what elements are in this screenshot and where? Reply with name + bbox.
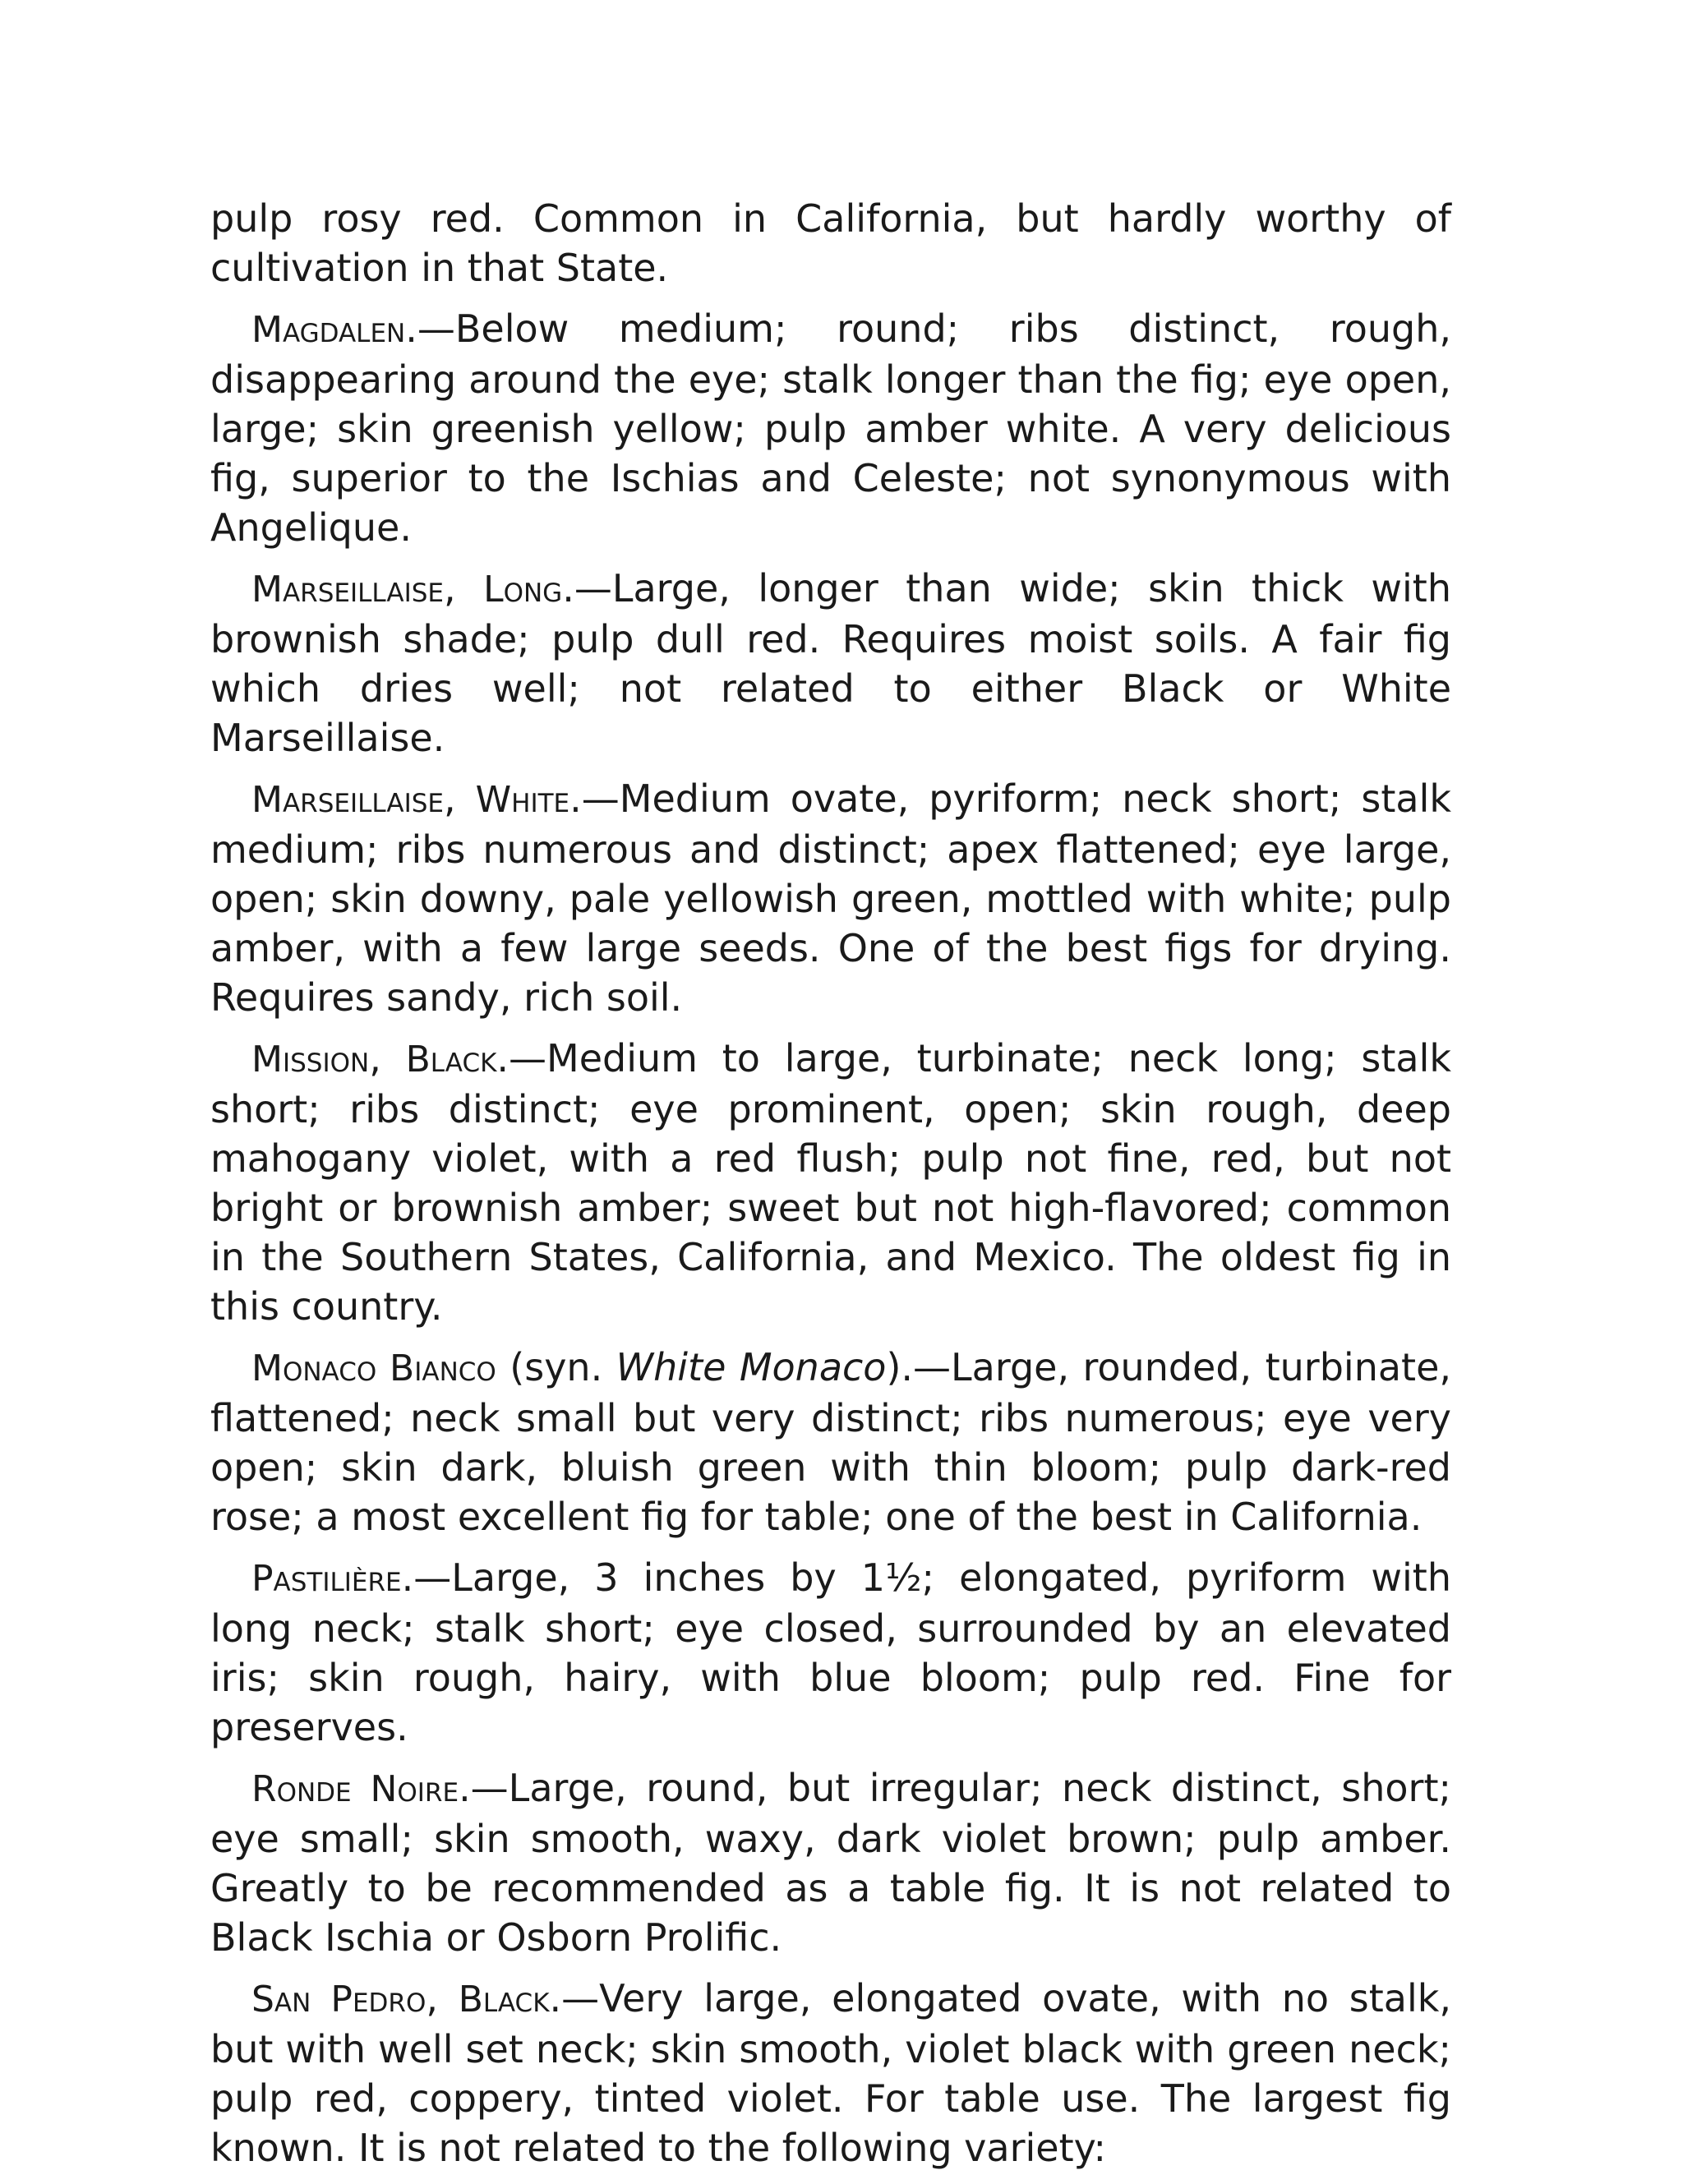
variety-name: Ronde Noire	[251, 1768, 459, 1810]
entry-marseillaise-long	[210, 564, 1451, 763]
document-page	[210, 194, 1451, 2184]
entry-text: ).—Large, rounded, turbinate, flattened; neck small but very distinct; ribs numerous; eye very open; skin dark, bluish green with thin bloom; pulp dark-red rose; a most excellent fig for table; one of the best in California.	[210, 1345, 1451, 1539]
entry-text: .—Medium ovate, pyriform; neck short; stalk medium; ribs numerous and distinct; apex flattened; eye large, open; skin downy, pale yellowish green, mottled with white; pulp amber, with a few large seeds. One of the best figs for drying. Requires sandy, rich soil.	[210, 776, 1451, 1020]
entry-text: .—Medium to large, turbinate; neck long; stalk short; ribs distinct; eye prominent, open; skin rough, deep mahogany violet, with a red flush; pulp not fine, red, but not bright or brownish amber; sweet but not high-flavored; common in the Southern States, California, and Mexico. The oldest fig in this country.	[210, 1036, 1451, 1329]
synonym-name: White Monaco	[616, 1345, 887, 1389]
entry-text: .—Large, 3 inches by 1½; elongated, pyriform with long neck; stalk short; eye closed, surrounded by an elevated iris; skin rough, hairy, with blue bloom; pulp red. Fine for preserves.	[210, 1555, 1451, 1749]
entry-text: .—Below medium; round; ribs distinct, rough, disappearing around the eye; stalk longer than the fig; eye open, large; skin greenish yellow; pulp amber white. A very delicious fig, superior to the Ischias and Celeste; not synonymous with Angelique.	[210, 306, 1451, 550]
variety-name: Marseillaise	[251, 569, 444, 611]
variety-name: Marseillaise	[251, 779, 444, 821]
entry-marseillaise-white	[210, 774, 1451, 1022]
name-separator: ,	[443, 776, 476, 821]
synonym-prefix: (syn.	[496, 1345, 616, 1389]
variety-name: Pastilière	[251, 1558, 402, 1600]
variety-qualifier: Black	[458, 1979, 550, 2020]
entry-mission-black	[210, 1034, 1451, 1331]
variety-qualifier: Long	[483, 569, 563, 611]
entry-magdalen	[210, 304, 1451, 552]
entry-ronde-noire	[210, 1763, 1451, 1962]
variety-qualifier: White	[475, 779, 570, 821]
entry-monaco-bianco	[210, 1343, 1451, 1541]
variety-name: Mission	[251, 1039, 370, 1080]
paragraph-continuation	[210, 194, 1451, 293]
variety-name: San Pedro	[251, 1979, 427, 2020]
entry-text: .—Large, longer than wide; skin thick with brownish shade; pulp dull red. Requires moist soils. A fair fig which dries well; not related to either Black or White Marseillaise.	[210, 566, 1451, 760]
name-separator: ,	[426, 1976, 459, 2020]
entry-text: .—Very large, elongated ovate, with no stalk, but with well set neck; skin smooth, violet black with green neck; pulp red, coppery, tinted violet. For table use. The largest fig known. It is not related to the following variety:	[210, 1976, 1451, 2170]
variety-qualifier: Black	[405, 1039, 497, 1080]
name-separator: ,	[369, 1036, 406, 1080]
name-separator: ,	[443, 566, 484, 611]
paragraph-text: pulp rosy red. Common in California, but hardly worthy of cultivation in that State.	[210, 196, 1451, 290]
entry-text: .—Large, round, but irregular; neck distinct, short; eye small; skin smooth, waxy, dark violet brown; pulp amber. Greatly to be recommended as a table fig. It is not related to Black Ischia or Osborn Prolific.	[210, 1766, 1451, 1960]
variety-name: Monaco Bianco	[251, 1348, 496, 1389]
entry-pastiliere	[210, 1553, 1451, 1752]
entry-san-pedro-black	[210, 1974, 1451, 2172]
variety-name: Magdalen	[251, 309, 406, 351]
